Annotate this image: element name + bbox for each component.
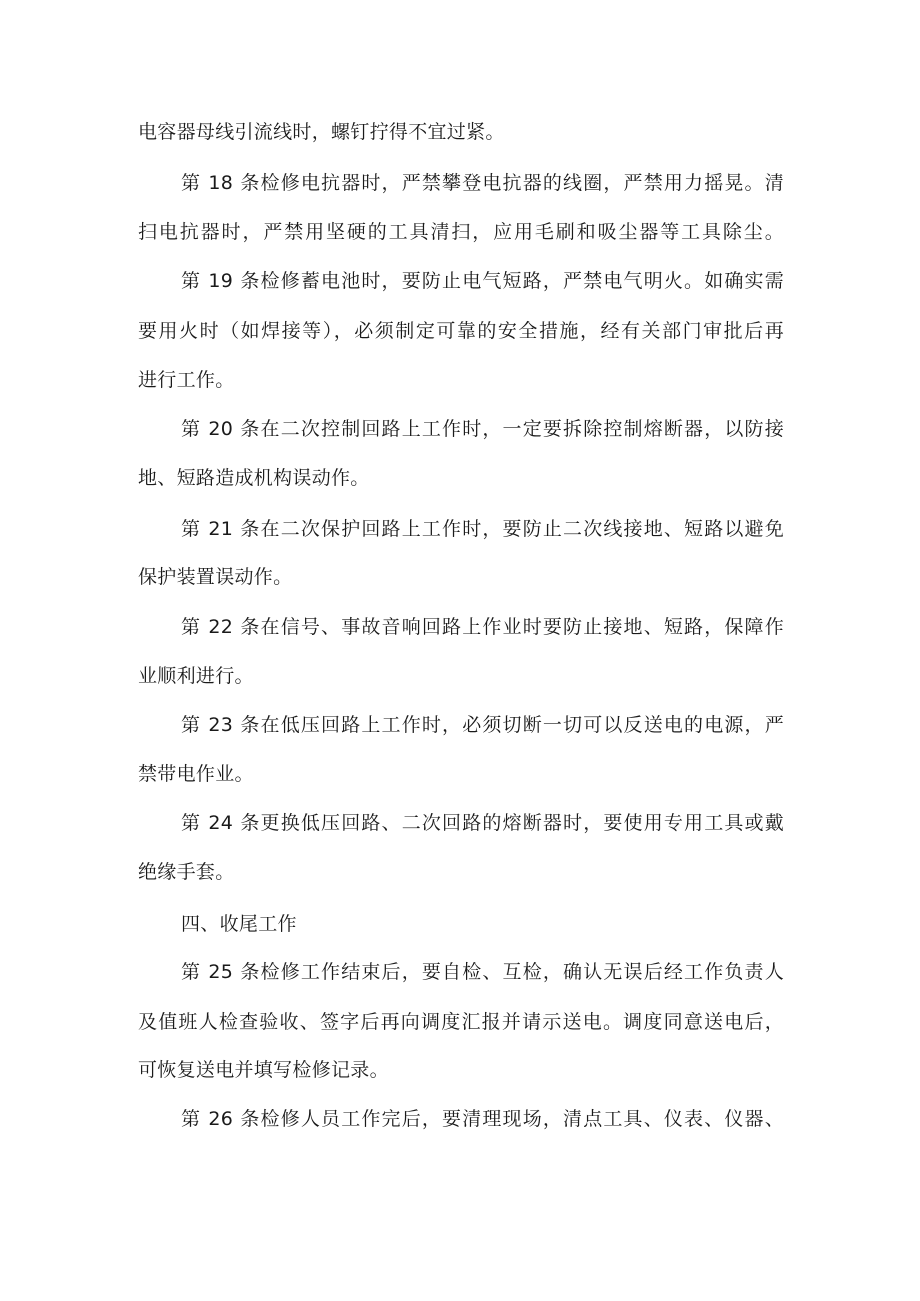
text-line: 第 25 条检修工作结束后，要自检、互检，确认无误后经工作负责人 (181, 961, 784, 983)
text-line: 第 24 条更换低压回路、二次回路的熔断器时，要使用专用工具或戴 (181, 812, 784, 834)
text-line: 要用火时（如焊接等），必须制定可靠的安全措施，经有关部门审批后再 (138, 320, 784, 342)
text-line: 扫电抗器时，严禁用坚硬的工具清扫，应用毛刷和吸尘器等工具除尘。 (138, 221, 784, 243)
text-line: 第 18 条检修电抗器时，严禁攀登电抗器的线圈，严禁用力摇晃。清 (181, 172, 784, 194)
text-line: 可恢复送电并填写检修记录。 (138, 1059, 389, 1081)
text-line: 第 26 条检修人员工作完后，要清理现场，清点工具、仪表、仪器、 (181, 1108, 784, 1130)
text-line: 保护装置误动作。 (138, 566, 293, 588)
text-line: 电容器母线引流线时，螺钉拧得不宜过紧。 (138, 121, 505, 143)
text-line: 第 23 条在低压回路上工作时，必须切断一切可以反送电的电源，严 (181, 714, 784, 736)
text-line: 第 20 条在二次控制回路上工作时，一定要拆除控制熔断器，以防接 (181, 418, 784, 440)
text-line: 第 22 条在信号、事故音响回路上作业时要防止接地、短路，保障作 (181, 616, 784, 638)
text-line: 禁带电作业。 (138, 763, 254, 785)
text-line: 地、短路造成机构误动作。 (138, 467, 370, 489)
section-heading: 四、收尾工作 (181, 913, 297, 935)
text-line: 绝缘手套。 (138, 861, 235, 883)
text-line: 进行工作。 (138, 369, 235, 391)
text-line: 及值班人检查验收、签字后再向调度汇报并请示送电。调度同意送电后， (138, 1011, 784, 1033)
text-line: 第 21 条在二次保护回路上工作时，要防止二次线接地、短路以避免 (181, 518, 784, 540)
text-line: 业顺利进行。 (138, 665, 254, 687)
text-line: 第 19 条检修蓄电池时，要防止电气短路，严禁电气明火。如确实需 (181, 270, 784, 292)
